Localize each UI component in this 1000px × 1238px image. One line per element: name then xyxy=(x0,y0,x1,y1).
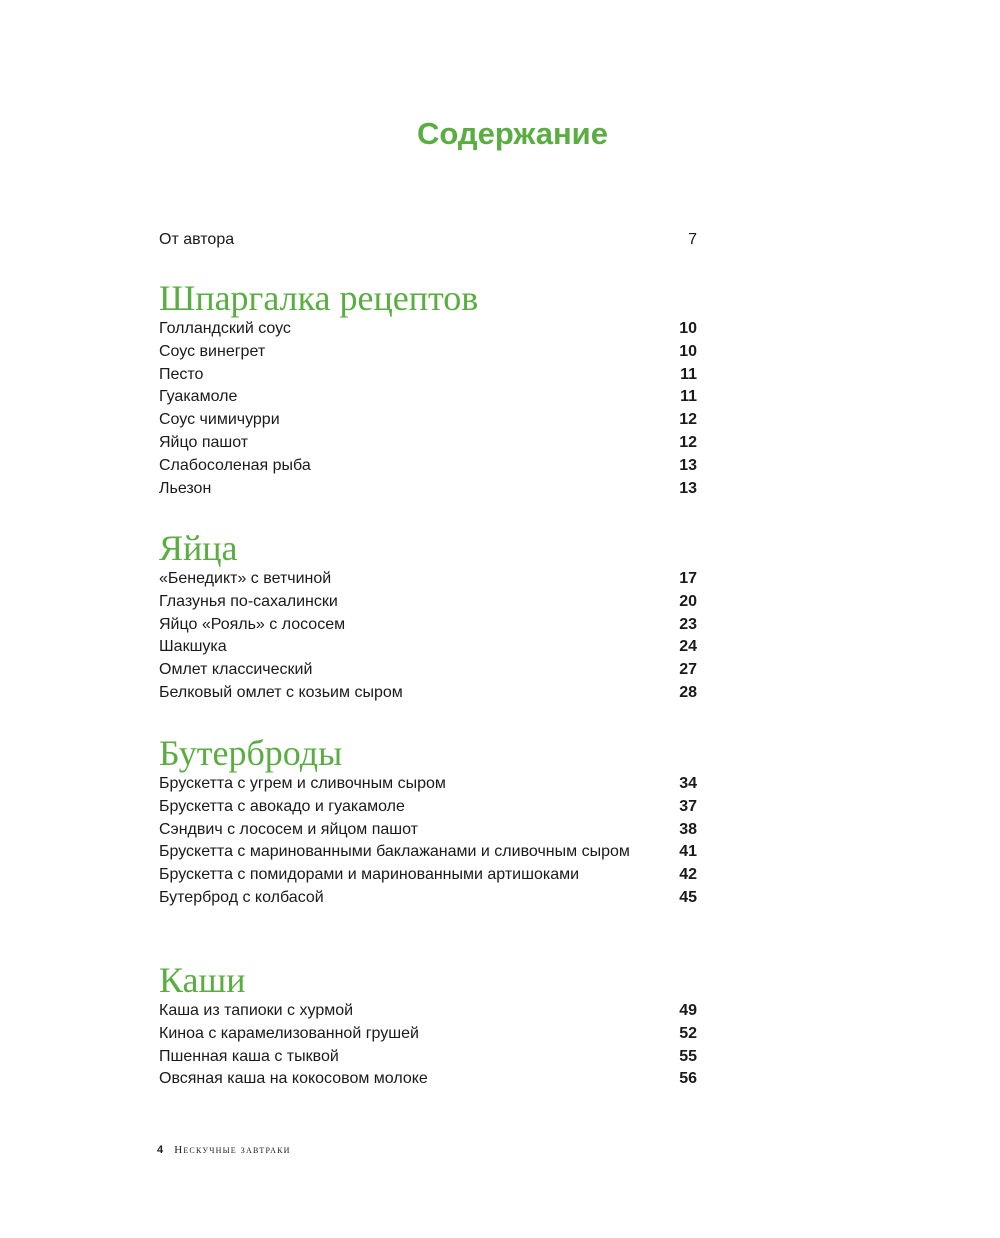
toc-entry-page: 38 xyxy=(679,820,697,838)
toc-entry-page: 37 xyxy=(679,797,697,815)
toc-entry-label: Гуакамоле xyxy=(159,388,238,406)
section-title: Каши xyxy=(159,960,246,1000)
toc-entry-page: 56 xyxy=(679,1070,697,1088)
toc-row[interactable] xyxy=(159,478,697,501)
toc-row[interactable] xyxy=(159,614,697,637)
toc-entry-label: Каша из тапиоки с хурмой xyxy=(159,1002,354,1019)
toc-entry-label: Омлет классический xyxy=(159,661,313,679)
toc-row[interactable] xyxy=(159,773,697,796)
toc-row[interactable] xyxy=(159,341,697,364)
toc-entry-label: Пшенная каша с тыквой xyxy=(159,1047,339,1065)
toc-entry-page: 55 xyxy=(679,1047,697,1065)
toc-row[interactable] xyxy=(159,1023,697,1046)
toc-row[interactable] xyxy=(159,432,697,455)
toc-row[interactable] xyxy=(159,864,697,887)
toc-entry-page: 27 xyxy=(679,661,697,679)
section-title: Бутерброды xyxy=(159,733,343,773)
page-footer xyxy=(157,1144,291,1156)
toc-entry-label: Яйцо «Рояль» с лососем xyxy=(159,615,346,633)
toc-section-eggs xyxy=(159,528,697,705)
toc-entry-label: Брускетта с угрем и сливочным сыром xyxy=(159,775,446,792)
toc-entry-page: 13 xyxy=(679,479,697,497)
toc-entry-label: Глазунья по-сахалински xyxy=(159,592,338,610)
toc-entry-page: 12 xyxy=(679,433,697,451)
toc-entry-label: Песто xyxy=(159,365,204,383)
toc-entry-label: Шакшука xyxy=(159,638,227,656)
toc-entry-page: 10 xyxy=(679,342,697,360)
toc-entry-page: 34 xyxy=(679,775,697,792)
toc-row[interactable] xyxy=(159,887,697,910)
toc-row-intro[interactable] xyxy=(159,229,697,252)
toc-row[interactable] xyxy=(159,1068,697,1091)
running-title: Нескучные завтраки xyxy=(174,1144,291,1156)
toc-entry-label: Белковый омлет с козьим сыром xyxy=(159,683,403,701)
toc-entry-page: 11 xyxy=(680,388,697,406)
toc-entry-page: 24 xyxy=(679,638,697,656)
page-title: Содержание xyxy=(417,116,608,151)
toc-row[interactable] xyxy=(159,819,697,842)
section-title: Яйца xyxy=(159,528,238,568)
toc-entry-page: 20 xyxy=(679,592,697,610)
toc-entry-page: 42 xyxy=(679,866,697,884)
toc-entry-page: 49 xyxy=(679,1002,697,1019)
toc-entry-label: Соус винегрет xyxy=(159,342,266,360)
toc-intro xyxy=(159,229,697,252)
toc-section-porridges xyxy=(159,960,697,1091)
toc-entry-label: Голландский соус xyxy=(159,320,291,337)
toc-entry-label: Брускетта с помидорами и маринованными артишоками xyxy=(159,866,580,884)
page-number: 4 xyxy=(157,1144,164,1156)
toc-entry-page: 45 xyxy=(679,888,697,906)
toc-entry-label: Сэндвич с лососем и яйцом пашот xyxy=(159,820,418,838)
toc-row[interactable] xyxy=(159,796,697,819)
toc-entry-page: 12 xyxy=(679,411,697,429)
toc-entry-label: Брускетта с маринованными баклажанами и сливочным сыром xyxy=(159,843,630,861)
toc-entry-page: 7 xyxy=(688,231,697,248)
toc-entry-page: 10 xyxy=(679,320,697,337)
toc-row[interactable] xyxy=(159,318,697,341)
toc-row[interactable] xyxy=(159,841,697,864)
toc-row[interactable] xyxy=(159,659,697,682)
toc-row[interactable] xyxy=(159,1000,697,1023)
toc-section-cheatsheet xyxy=(159,278,697,500)
toc-row[interactable] xyxy=(159,568,697,591)
toc-entry-label: Бутерброд с колбасой xyxy=(159,888,324,906)
toc-entry-label: Киноа с карамелизованной грушей xyxy=(159,1024,419,1042)
toc-entry-label: Льезон xyxy=(159,479,212,497)
toc-entry-label: Соус чимичурри xyxy=(159,411,280,429)
toc-entry-label: Брускетта с авокадо и гуакамоле xyxy=(159,797,405,815)
toc-entry-page: 52 xyxy=(679,1024,697,1042)
toc-entry-page: 17 xyxy=(679,570,697,587)
toc-row[interactable] xyxy=(159,1046,697,1069)
toc-row[interactable] xyxy=(159,591,697,614)
toc-row[interactable] xyxy=(159,364,697,387)
toc-row[interactable] xyxy=(159,455,697,478)
toc-entry-label: От автора xyxy=(159,231,235,248)
toc-row[interactable] xyxy=(159,386,697,409)
toc-entry-page: 13 xyxy=(679,456,697,474)
toc-row[interactable] xyxy=(159,682,697,705)
toc-row[interactable] xyxy=(159,636,697,659)
toc-entry-page: 23 xyxy=(679,615,697,633)
toc-entry-page: 41 xyxy=(679,843,697,861)
toc-section-sandwiches xyxy=(159,733,697,910)
toc-entry-page: 11 xyxy=(680,365,697,383)
toc-entry-label: «Бенедикт» с ветчиной xyxy=(159,570,332,587)
section-title: Шпаргалка рецептов xyxy=(159,278,479,318)
toc-entry-label: Овсяная каша на кокосовом молоке xyxy=(159,1070,428,1088)
toc-row[interactable] xyxy=(159,409,697,432)
toc-entry-page: 28 xyxy=(679,683,697,701)
toc-entry-label: Слабосоленая рыба xyxy=(159,456,311,474)
toc-entry-label: Яйцо пашот xyxy=(159,433,249,451)
